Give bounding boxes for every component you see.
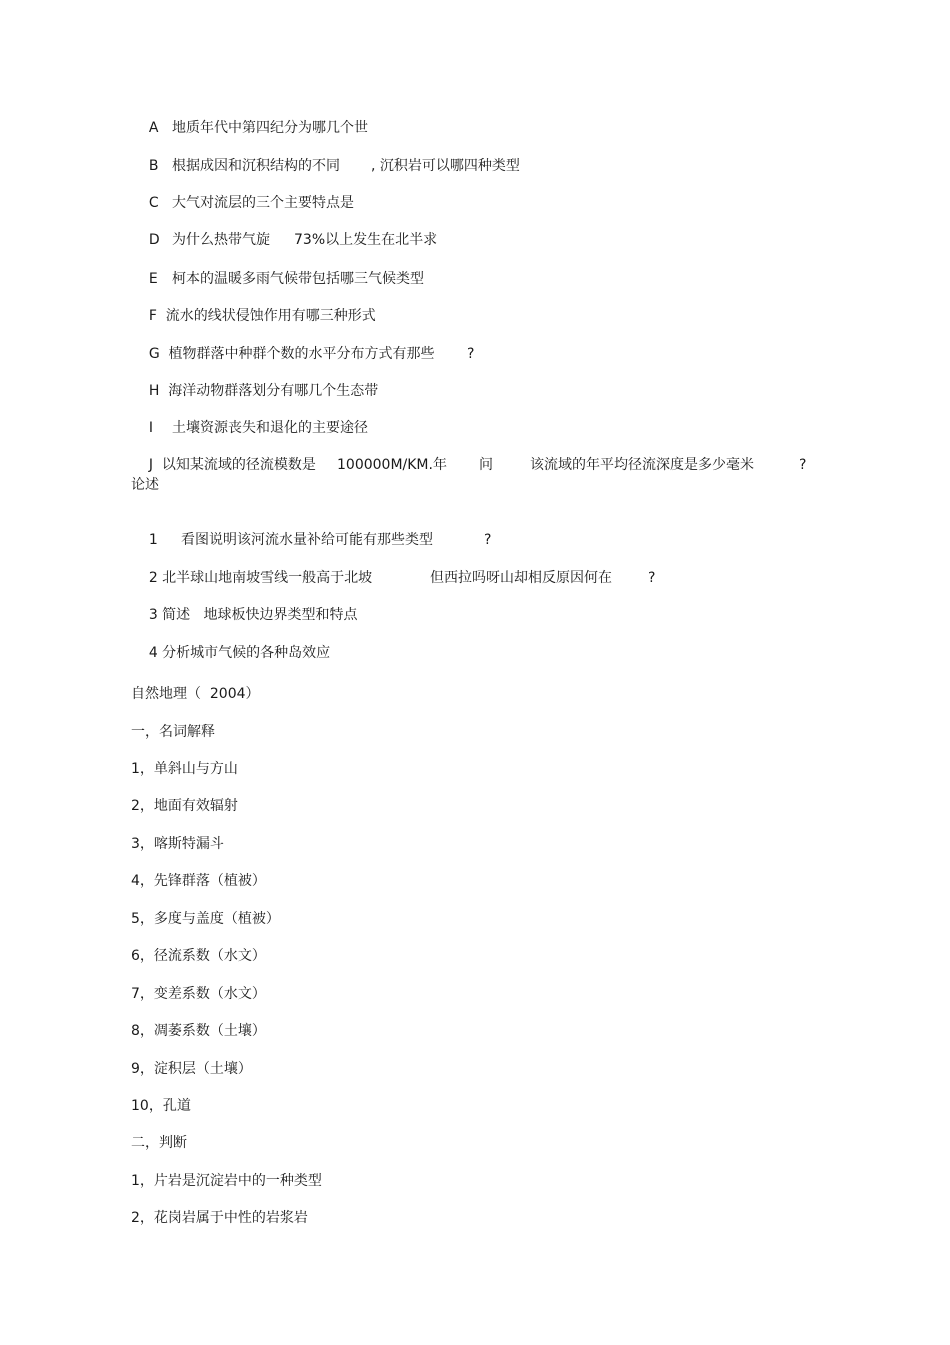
section-title: 自然地理（ 2004） <box>131 686 260 702</box>
question-value: 100000M/KM.年 <box>337 457 447 473</box>
question-h <box>131 364 378 418</box>
question-letter: A <box>148 120 159 136</box>
question-letter: B <box>148 158 159 174</box>
term-item: 6，径流系数（水文） <box>131 948 266 964</box>
question-text: J 以知某流域的径流模数是 <box>148 457 316 473</box>
question-mark: ? <box>484 532 492 548</box>
question-mark: ? <box>467 346 475 362</box>
essay-number: 1 <box>148 532 158 548</box>
term-item: 5，多度与盖度（植被） <box>131 911 280 927</box>
question-letter: E <box>148 271 158 287</box>
essay-text: 看图说明该河流水量补给可能有那些类型 <box>181 532 433 548</box>
question-text: 土壤资源丧失和退化的主要途径 <box>172 420 368 436</box>
question-mark: ? <box>648 570 656 586</box>
question-text: 为什么热带气旋 <box>172 232 270 248</box>
part2-heading: 二，判断 <box>131 1135 187 1151</box>
essay-text-cont: 但西拉吗呀山却相反原因何在 <box>430 570 612 586</box>
term-item: 2，地面有效辐射 <box>131 798 238 814</box>
question-letter: C <box>148 195 159 211</box>
judgement-item: 1，片岩是沉淀岩中的一种类型 <box>131 1173 322 1189</box>
essay-text: 2 北半球山地南坡雪线一般高于北坡 <box>148 570 373 586</box>
question-letter: D <box>148 232 160 248</box>
question-text: F 流水的线状侵蚀作用有哪三种形式 <box>148 308 376 324</box>
essay-text: 3 简述 地球板快边界类型和特点 <box>148 607 358 623</box>
question-text: 柯本的温暖多雨气候带包括哪三气候类型 <box>172 271 424 287</box>
term-item: 10，孔道 <box>131 1098 191 1114</box>
term-item: 8，凋萎系数（土壤） <box>131 1023 266 1039</box>
question-text: 根据成因和沉积结构的不同 <box>172 158 340 174</box>
question-text-cont: 该流域的年平均径流深度是多少毫米 <box>530 457 754 473</box>
term-item: 4，先锋群落（植被） <box>131 873 266 889</box>
question-text: G 植物群落中种群个数的水平分布方式有那些 <box>148 346 435 362</box>
term-item: 1，单斜山与方山 <box>131 761 238 777</box>
question-text: 地质年代中第四纪分为哪几个世 <box>172 120 368 136</box>
essay-item-4 <box>131 626 330 680</box>
term-item: 7，变差系数（水文） <box>131 986 266 1002</box>
term-item: 9，淀积层（土壤） <box>131 1061 252 1077</box>
essay-heading: 论述 <box>131 477 159 493</box>
question-letter: I <box>148 420 153 436</box>
term-item: 3，喀斯特漏斗 <box>131 836 224 852</box>
question-text-cont: 73%以上发生在北半求 <box>294 232 438 248</box>
question-mark: ? <box>799 457 807 473</box>
question-text: 大气对流层的三个主要特点是 <box>172 195 354 211</box>
question-text-cont: 问 <box>479 457 493 473</box>
part1-heading: 一，名词解释 <box>131 724 215 740</box>
judgement-item: 2，花岗岩属于中性的岩浆岩 <box>131 1210 308 1226</box>
essay-text: 4 分析城市气候的各种岛效应 <box>148 645 331 661</box>
question-text-cont: , 沉积岩可以哪四种类型 <box>371 158 520 174</box>
question-text: H 海洋动物群落划分有哪几个生态带 <box>148 383 379 399</box>
